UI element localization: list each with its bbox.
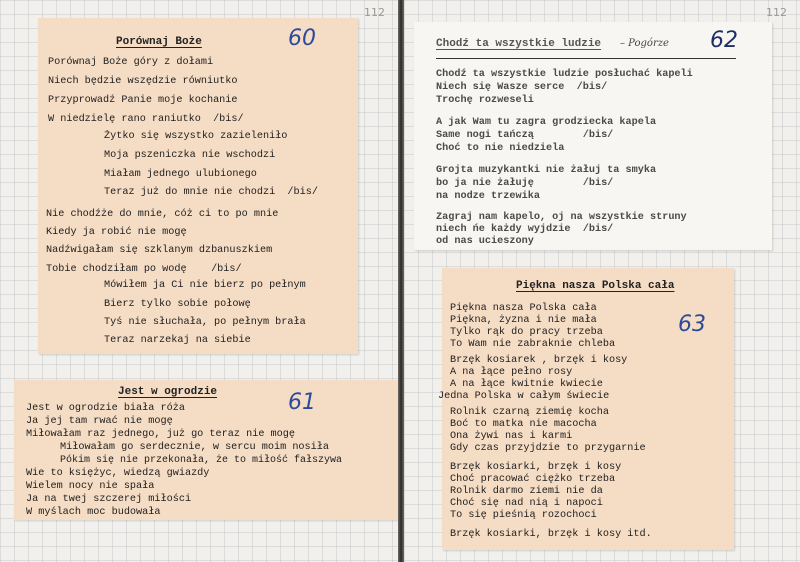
song-line: od nas ucieszony: [436, 236, 534, 247]
song-title: Chodź ta wszystkie ludzie: [436, 38, 602, 50]
song-clipping-62: [414, 22, 772, 250]
song-line: Teraz narzekaj na siebie: [104, 335, 251, 346]
song-title: Piękna nasza Polska cała: [516, 280, 675, 292]
song-line: Żytko się wszystko zazieleniło: [104, 131, 288, 142]
song-line: Wielem nocy nie spała: [26, 481, 155, 492]
song-line: Nadźwigałam się szklanym dzbanuszkiem: [46, 245, 273, 256]
song-number: 63: [678, 312, 706, 337]
song-line: Kiedy ja robić nie mogę: [46, 227, 187, 238]
song-line: Jedna Polska w całym świecie: [438, 391, 610, 402]
song-number: 61: [288, 390, 316, 415]
song-line: Piękna, żyzna i nie mała: [450, 315, 597, 326]
song-line: Grojta muzykantki nie żałuj ta smyka: [436, 165, 657, 176]
song-line: Trochę rozweseli: [436, 95, 534, 106]
song-line: Chodź ta wszystkie ludzie posłuchać kapeli: [436, 69, 693, 80]
title-rule: [436, 58, 736, 59]
song-line: Rolnik czarną ziemię kocha: [450, 407, 609, 418]
song-line: na nodze trzewika: [436, 191, 540, 202]
song-line: Nie chodźże do mnie, cóż ci to po mnie: [46, 209, 279, 220]
song-line: Teraz już do mnie nie chodzi /bis/: [104, 187, 318, 198]
song-line: Niech będzie wszędzie równiutko: [48, 76, 238, 87]
page-number: 112: [766, 6, 787, 19]
song-title: Jest w ogrodzie: [118, 386, 218, 398]
song-line: W niedzielę rano raniutko /bis/: [48, 114, 244, 125]
page-number: 112: [364, 6, 385, 19]
song-line: Ja na twej szczerej miłości: [26, 494, 192, 505]
song-line: Tobie chodziłam po wodę /bis/: [46, 264, 242, 275]
song-line: Mówiłem ja Ci nie bierz po pełnym: [104, 280, 306, 291]
right-page: [404, 0, 800, 562]
song-line: Rolnik darmo ziemi nie da: [450, 486, 603, 497]
song-line: Choć się nad nią i napoci: [450, 498, 603, 509]
song-line: Gdy czas przyjdzie to przygarnie: [450, 443, 646, 454]
song-line: Niech się Wasze serce /bis/: [436, 82, 608, 93]
song-number: 60: [288, 26, 316, 51]
song-line: Ja jej tam rwać nie mogę: [26, 416, 173, 427]
song-line: Boć to matka nie macocha: [450, 419, 597, 430]
song-line: Przyprowadź Panie moje kochanie: [48, 95, 238, 106]
song-line: Tylko rąk do pracy trzeba: [450, 327, 603, 338]
song-clipping-61: [14, 380, 398, 520]
song-line: Tyś nie słuchała, po pełnym brała: [104, 317, 306, 328]
song-line: Pókim się nie przekonała, że to miłość fałszywa: [60, 455, 343, 466]
song-line: Choć to nie niedziela: [436, 143, 565, 154]
song-line: Miałam jednego ulubionego: [104, 169, 257, 180]
song-line: Ona żywi nas i karmi: [450, 431, 573, 442]
song-line: Moja pszeniczka nie wschodzi: [104, 150, 276, 161]
song-clipping-63: [438, 268, 734, 550]
song-line: bo ja nie żałuję /bis/: [436, 178, 614, 189]
song-number: 62: [710, 28, 738, 53]
song-clipping-60: [38, 18, 358, 354]
song-line: Piękna nasza Polska cała: [450, 303, 597, 314]
song-title: Porównaj Boże: [116, 36, 202, 48]
song-line: Porównaj Boże góry z dołami: [48, 57, 214, 68]
left-page: [0, 0, 398, 562]
song-line: To Wam nie zabraknie chleba: [450, 339, 616, 350]
song-line: A na łące kwitnie kwiecie: [450, 379, 603, 390]
song-line: W myślach moc budowała: [26, 507, 161, 518]
song-line: A jak Wam tu zagra grodziecka kapela: [436, 117, 657, 128]
song-line: niech ńe każdy wyjdzie /bis/: [436, 224, 614, 235]
song-line: To się pieśnią rozochoci: [450, 510, 597, 521]
song-line: Brzęk kosiarek , brzęk i kosy: [450, 355, 628, 366]
song-line: Brzęk kosiarki, brzęk i kosy: [450, 462, 622, 473]
song-line: Zagraj nam kapelo, oj na wszystkie struny: [436, 212, 687, 223]
song-line: Choć pracować ciężko trzeba: [450, 474, 616, 485]
song-line: Miłowałam go serdecznie, w sercu moim nosiła: [60, 442, 329, 453]
song-line: A na łące pełno rosy: [450, 367, 573, 378]
song-line: Wie to księżyc, wiedzą gwiazdy: [26, 468, 210, 479]
song-subtitle: – Pogórze: [620, 38, 669, 49]
song-line: Bierz tylko sobie połowę: [104, 299, 251, 310]
song-line: Miłowałam raz jednego, już go teraz nie mogę: [26, 429, 295, 440]
song-line: Brzęk kosiarki, brzęk i kosy itd.: [450, 529, 652, 540]
song-line: Same nogi tańczą /bis/: [436, 130, 614, 141]
song-line: Jest w ogrodzie biała róża: [26, 403, 185, 414]
